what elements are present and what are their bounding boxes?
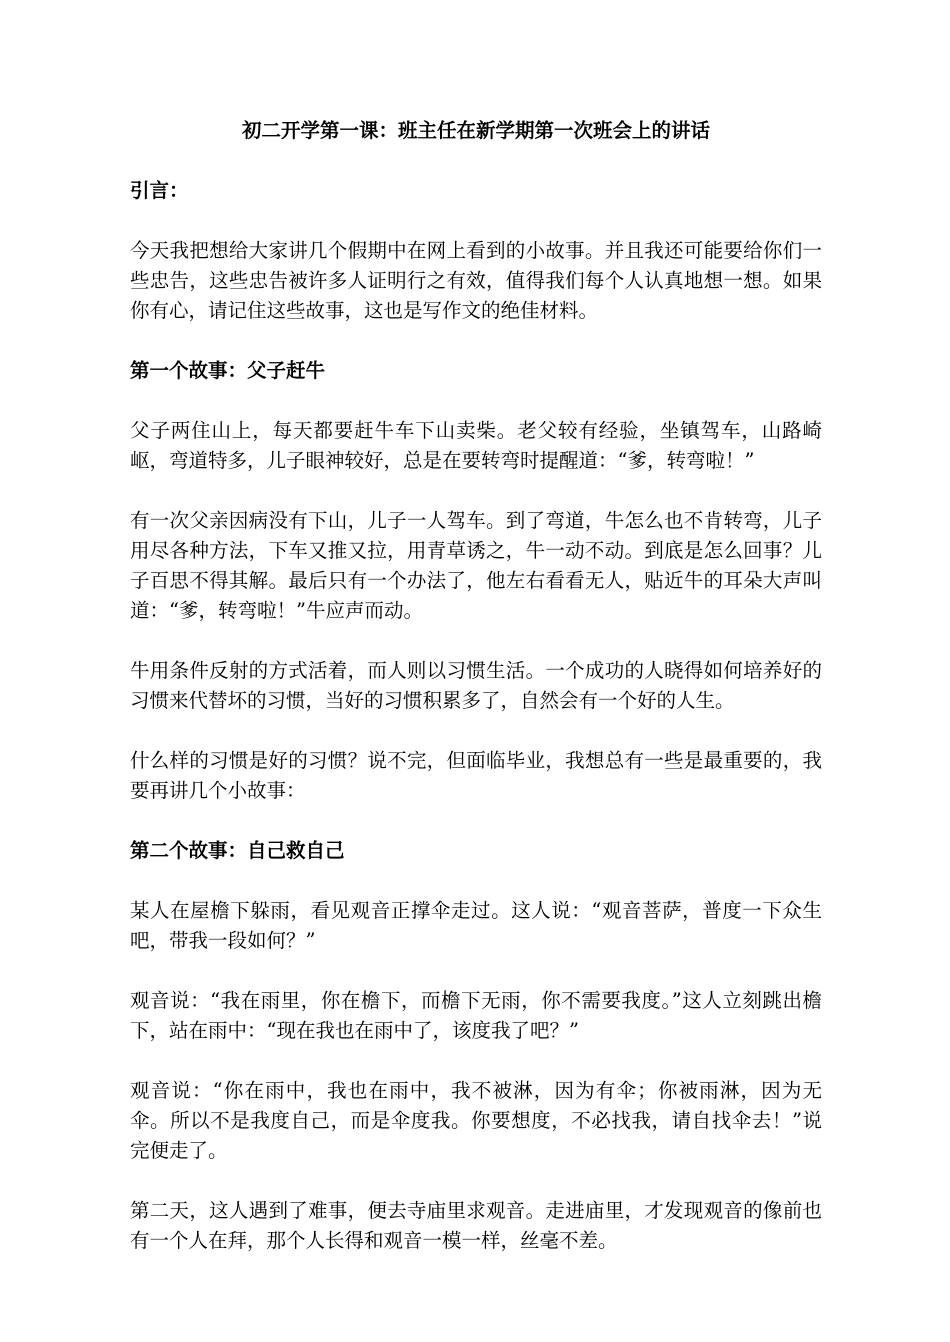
intro-heading: 引言： <box>130 179 189 202</box>
story2-paragraph-1: 某人在屋檐下躲雨，看见观音正撑伞走过。这人说：“观音菩萨，普度一下众生吧，带我一段如何？” <box>130 899 822 952</box>
document-title: 初二开学第一课：班主任在新学期第一次班会上的讲话 <box>241 119 710 142</box>
story2-paragraph-4: 第二天，这人遇到了难事，便去寺庙里求观音。走进庙里，才发现观音的像前也有一个人在拜，那个人长得和观音一模一样，丝毫不差。 <box>130 1199 822 1252</box>
story2-paragraph-3: 观音说：“你在雨中，我也在雨中，我不被淋，因为有伞；你被雨淋，因为无伞。所以不是我度自己，而是伞度我。你要想度，不必找我，请自找伞去！”说完便走了。 <box>130 1079 822 1162</box>
document-page <box>130 116 822 1286</box>
story1-paragraph-3: 牛用条件反射的方式活着，而人则以习惯生活。一个成功的人晓得如何培养好的习惯来代替坏的习惯，当好的习惯积累多了，自然会有一个好的人生。 <box>130 659 822 712</box>
story1-paragraph-2: 有一次父亲因病没有下山，儿子一人驾车。到了弯道，牛怎么也不肯转弯，儿子用尽各种方法，下车又推又拉，用青草诱之，牛一动不动。到底是怎么回事？儿子百思不得其解。最后只有一个办法了，他左右看看无人，贴近牛的耳朵大声叫道：“爹，转弯啦！”牛应声而动。 <box>130 509 822 622</box>
intro-paragraph: 今天我把想给大家讲几个假期中在网上看到的小故事。并且我还可能要给你们一些忠告，这些忠告被许多人证明行之有效，值得我们每个人认真地想一想。如果你有心，请记住这些故事，这也是写作文的绝佳材料。 <box>130 239 822 322</box>
story2-paragraph-2: 观音说：“我在雨里，你在檐下，而檐下无雨，你不需要我度。”这人立刻跳出檐下，站在雨中：“现在我也在雨中了，该度我了吧？” <box>130 989 822 1042</box>
story2-heading: 第二个故事：自己救自己 <box>130 839 345 862</box>
story1-paragraph-4: 什么样的习惯是好的习惯？说不完，但面临毕业，我想总有一些是最重要的，我要再讲几个小故事： <box>130 749 822 802</box>
story1-paragraph-1: 父子两住山上，每天都要赶牛车下山卖柴。老父较有经验，坐镇驾车，山路崎岖，弯道特多，儿子眼神较好，总是在要转弯时提醒道：“爹，转弯啦！” <box>130 419 822 472</box>
story1-heading: 第一个故事：父子赶牛 <box>130 359 326 382</box>
